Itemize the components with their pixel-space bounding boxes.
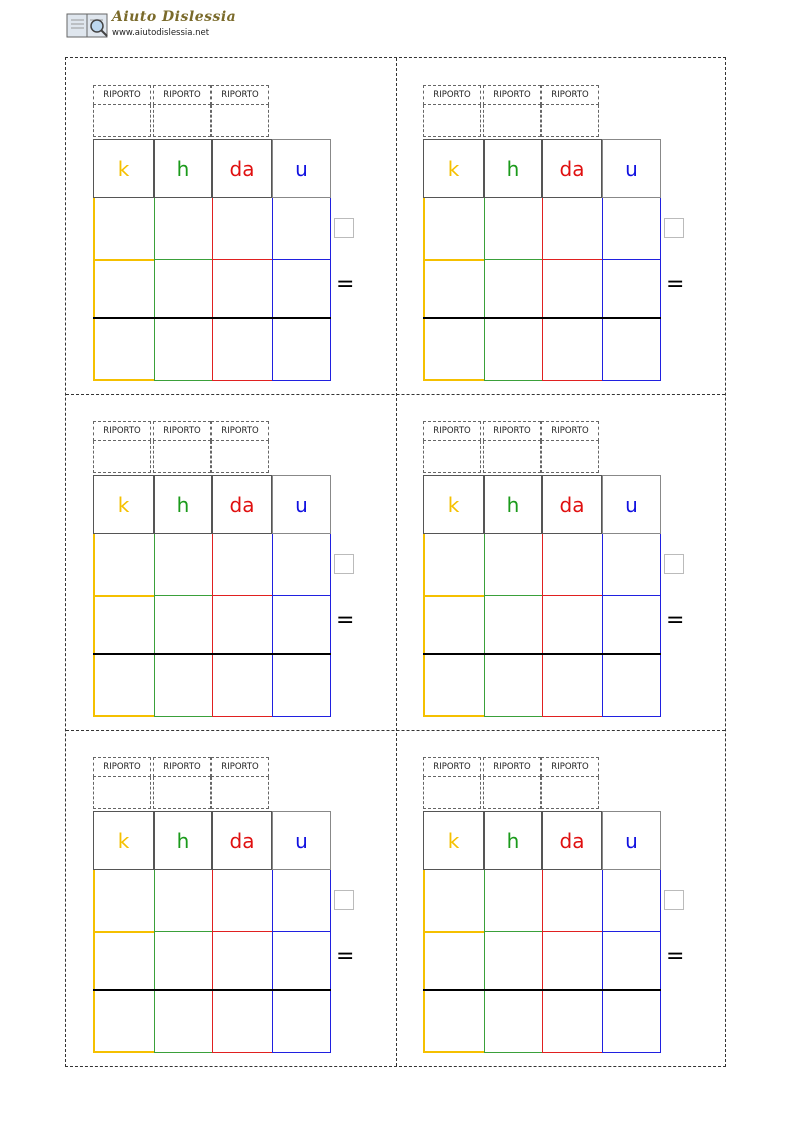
column-header-u: u [272, 475, 331, 534]
carry-box[interactable] [211, 441, 269, 473]
digit-column-da[interactable] [542, 870, 602, 1053]
carry-label: RIPORTO [211, 421, 269, 441]
carry-box[interactable] [153, 777, 211, 809]
carry-label: RIPORTO [541, 85, 599, 105]
carry-label: RIPORTO [483, 757, 541, 777]
operator-box[interactable] [334, 218, 354, 238]
carry-label: RIPORTO [483, 421, 541, 441]
sum-line [93, 317, 331, 319]
sum-line [93, 989, 331, 991]
column-grid [93, 139, 331, 381]
carry-box[interactable] [211, 777, 269, 809]
column-grid [423, 811, 661, 1053]
digit-column-k[interactable] [423, 870, 484, 1053]
equals-sign: = [336, 608, 355, 633]
carry-label: RIPORTO [153, 757, 211, 777]
column-grid [93, 475, 331, 717]
carry-box[interactable] [541, 105, 599, 137]
equals-sign: = [336, 944, 355, 969]
digit-column-k[interactable] [423, 198, 484, 381]
worksheet [65, 57, 726, 1067]
column-header-h: h [154, 139, 212, 198]
digit-column-u[interactable] [272, 870, 331, 1053]
column-grid [423, 475, 661, 717]
digit-column-u[interactable] [602, 870, 661, 1053]
carry-label: RIPORTO [541, 757, 599, 777]
addition-exercise [66, 730, 396, 1066]
digit-column-h[interactable] [484, 198, 542, 381]
column-header-k: k [423, 139, 484, 198]
column-header-k: k [93, 475, 154, 534]
book-magnifier-icon [66, 11, 110, 39]
operator-box[interactable] [334, 890, 354, 910]
carry-box[interactable] [153, 105, 211, 137]
addition-exercise [66, 58, 396, 394]
digit-column-k[interactable] [93, 870, 154, 1053]
column-header-k: k [93, 139, 154, 198]
equals-sign: = [666, 608, 685, 633]
column-header-u: u [602, 475, 661, 534]
column-header-h: h [484, 139, 542, 198]
column-header-h: h [154, 811, 212, 870]
digit-column-u[interactable] [272, 198, 331, 381]
sum-line [93, 653, 331, 655]
digit-column-da[interactable] [212, 534, 272, 717]
carry-label: RIPORTO [153, 421, 211, 441]
digit-column-da[interactable] [542, 534, 602, 717]
column-header-k: k [423, 475, 484, 534]
digit-column-h[interactable] [484, 870, 542, 1053]
column-header-da: da [542, 475, 602, 534]
carry-box[interactable] [93, 441, 151, 473]
carry-label: RIPORTO [423, 85, 481, 105]
addition-exercise [396, 394, 726, 730]
column-header-h: h [484, 475, 542, 534]
addition-exercise [66, 394, 396, 730]
carry-label: RIPORTO [541, 421, 599, 441]
carry-box[interactable] [541, 441, 599, 473]
digit-column-k[interactable] [93, 198, 154, 381]
sum-line [423, 653, 661, 655]
carry-label: RIPORTO [423, 421, 481, 441]
carry-box[interactable] [153, 441, 211, 473]
operator-box[interactable] [664, 890, 684, 910]
column-header-u: u [602, 811, 661, 870]
carry-label: RIPORTO [153, 85, 211, 105]
site-logo [66, 9, 237, 41]
column-header-h: h [484, 811, 542, 870]
carry-label: RIPORTO [423, 757, 481, 777]
column-header-u: u [272, 811, 331, 870]
column-header-h: h [154, 475, 212, 534]
digit-column-da[interactable] [212, 870, 272, 1053]
carry-label: RIPORTO [93, 421, 151, 441]
carry-box[interactable] [423, 105, 481, 137]
column-header-da: da [212, 811, 272, 870]
operator-box[interactable] [334, 554, 354, 574]
operator-box[interactable] [664, 554, 684, 574]
digit-column-k[interactable] [93, 534, 154, 717]
carry-label: RIPORTO [211, 85, 269, 105]
column-grid [423, 139, 661, 381]
equals-sign: = [336, 272, 355, 297]
carry-box[interactable] [483, 105, 541, 137]
column-header-k: k [93, 811, 154, 870]
digit-column-u[interactable] [272, 534, 331, 717]
digit-column-u[interactable] [602, 198, 661, 381]
carry-box[interactable] [93, 105, 151, 137]
digit-column-u[interactable] [602, 534, 661, 717]
carry-box[interactable] [483, 777, 541, 809]
digit-column-da[interactable] [542, 198, 602, 381]
digit-column-h[interactable] [154, 198, 212, 381]
carry-label: RIPORTO [93, 757, 151, 777]
carry-box[interactable] [211, 105, 269, 137]
carry-label: RIPORTO [93, 85, 151, 105]
carry-box[interactable] [423, 777, 481, 809]
column-header-u: u [602, 139, 661, 198]
equals-sign: = [666, 944, 685, 969]
column-header-u: u [272, 139, 331, 198]
column-header-da: da [542, 811, 602, 870]
carry-box[interactable] [483, 441, 541, 473]
carry-label: RIPORTO [483, 85, 541, 105]
column-header-da: da [212, 475, 272, 534]
column-header-da: da [542, 139, 602, 198]
sum-line [423, 317, 661, 319]
column-header-da: da [212, 139, 272, 198]
carry-label: RIPORTO [211, 757, 269, 777]
column-header-k: k [423, 811, 484, 870]
carry-box[interactable] [541, 777, 599, 809]
digit-column-h[interactable] [154, 870, 212, 1053]
digit-column-h[interactable] [484, 534, 542, 717]
digit-column-da[interactable] [212, 198, 272, 381]
equals-sign: = [666, 272, 685, 297]
addition-exercise [396, 730, 726, 1066]
carry-box[interactable] [423, 441, 481, 473]
column-grid [93, 811, 331, 1053]
digit-column-k[interactable] [423, 534, 484, 717]
sum-line [423, 989, 661, 991]
carry-box[interactable] [93, 777, 151, 809]
addition-exercise [396, 58, 726, 394]
operator-box[interactable] [664, 218, 684, 238]
logo-title: Aiuto Dislessia [112, 9, 237, 25]
digit-column-h[interactable] [154, 534, 212, 717]
logo-url: www.aiutodislessia.net [112, 28, 210, 38]
